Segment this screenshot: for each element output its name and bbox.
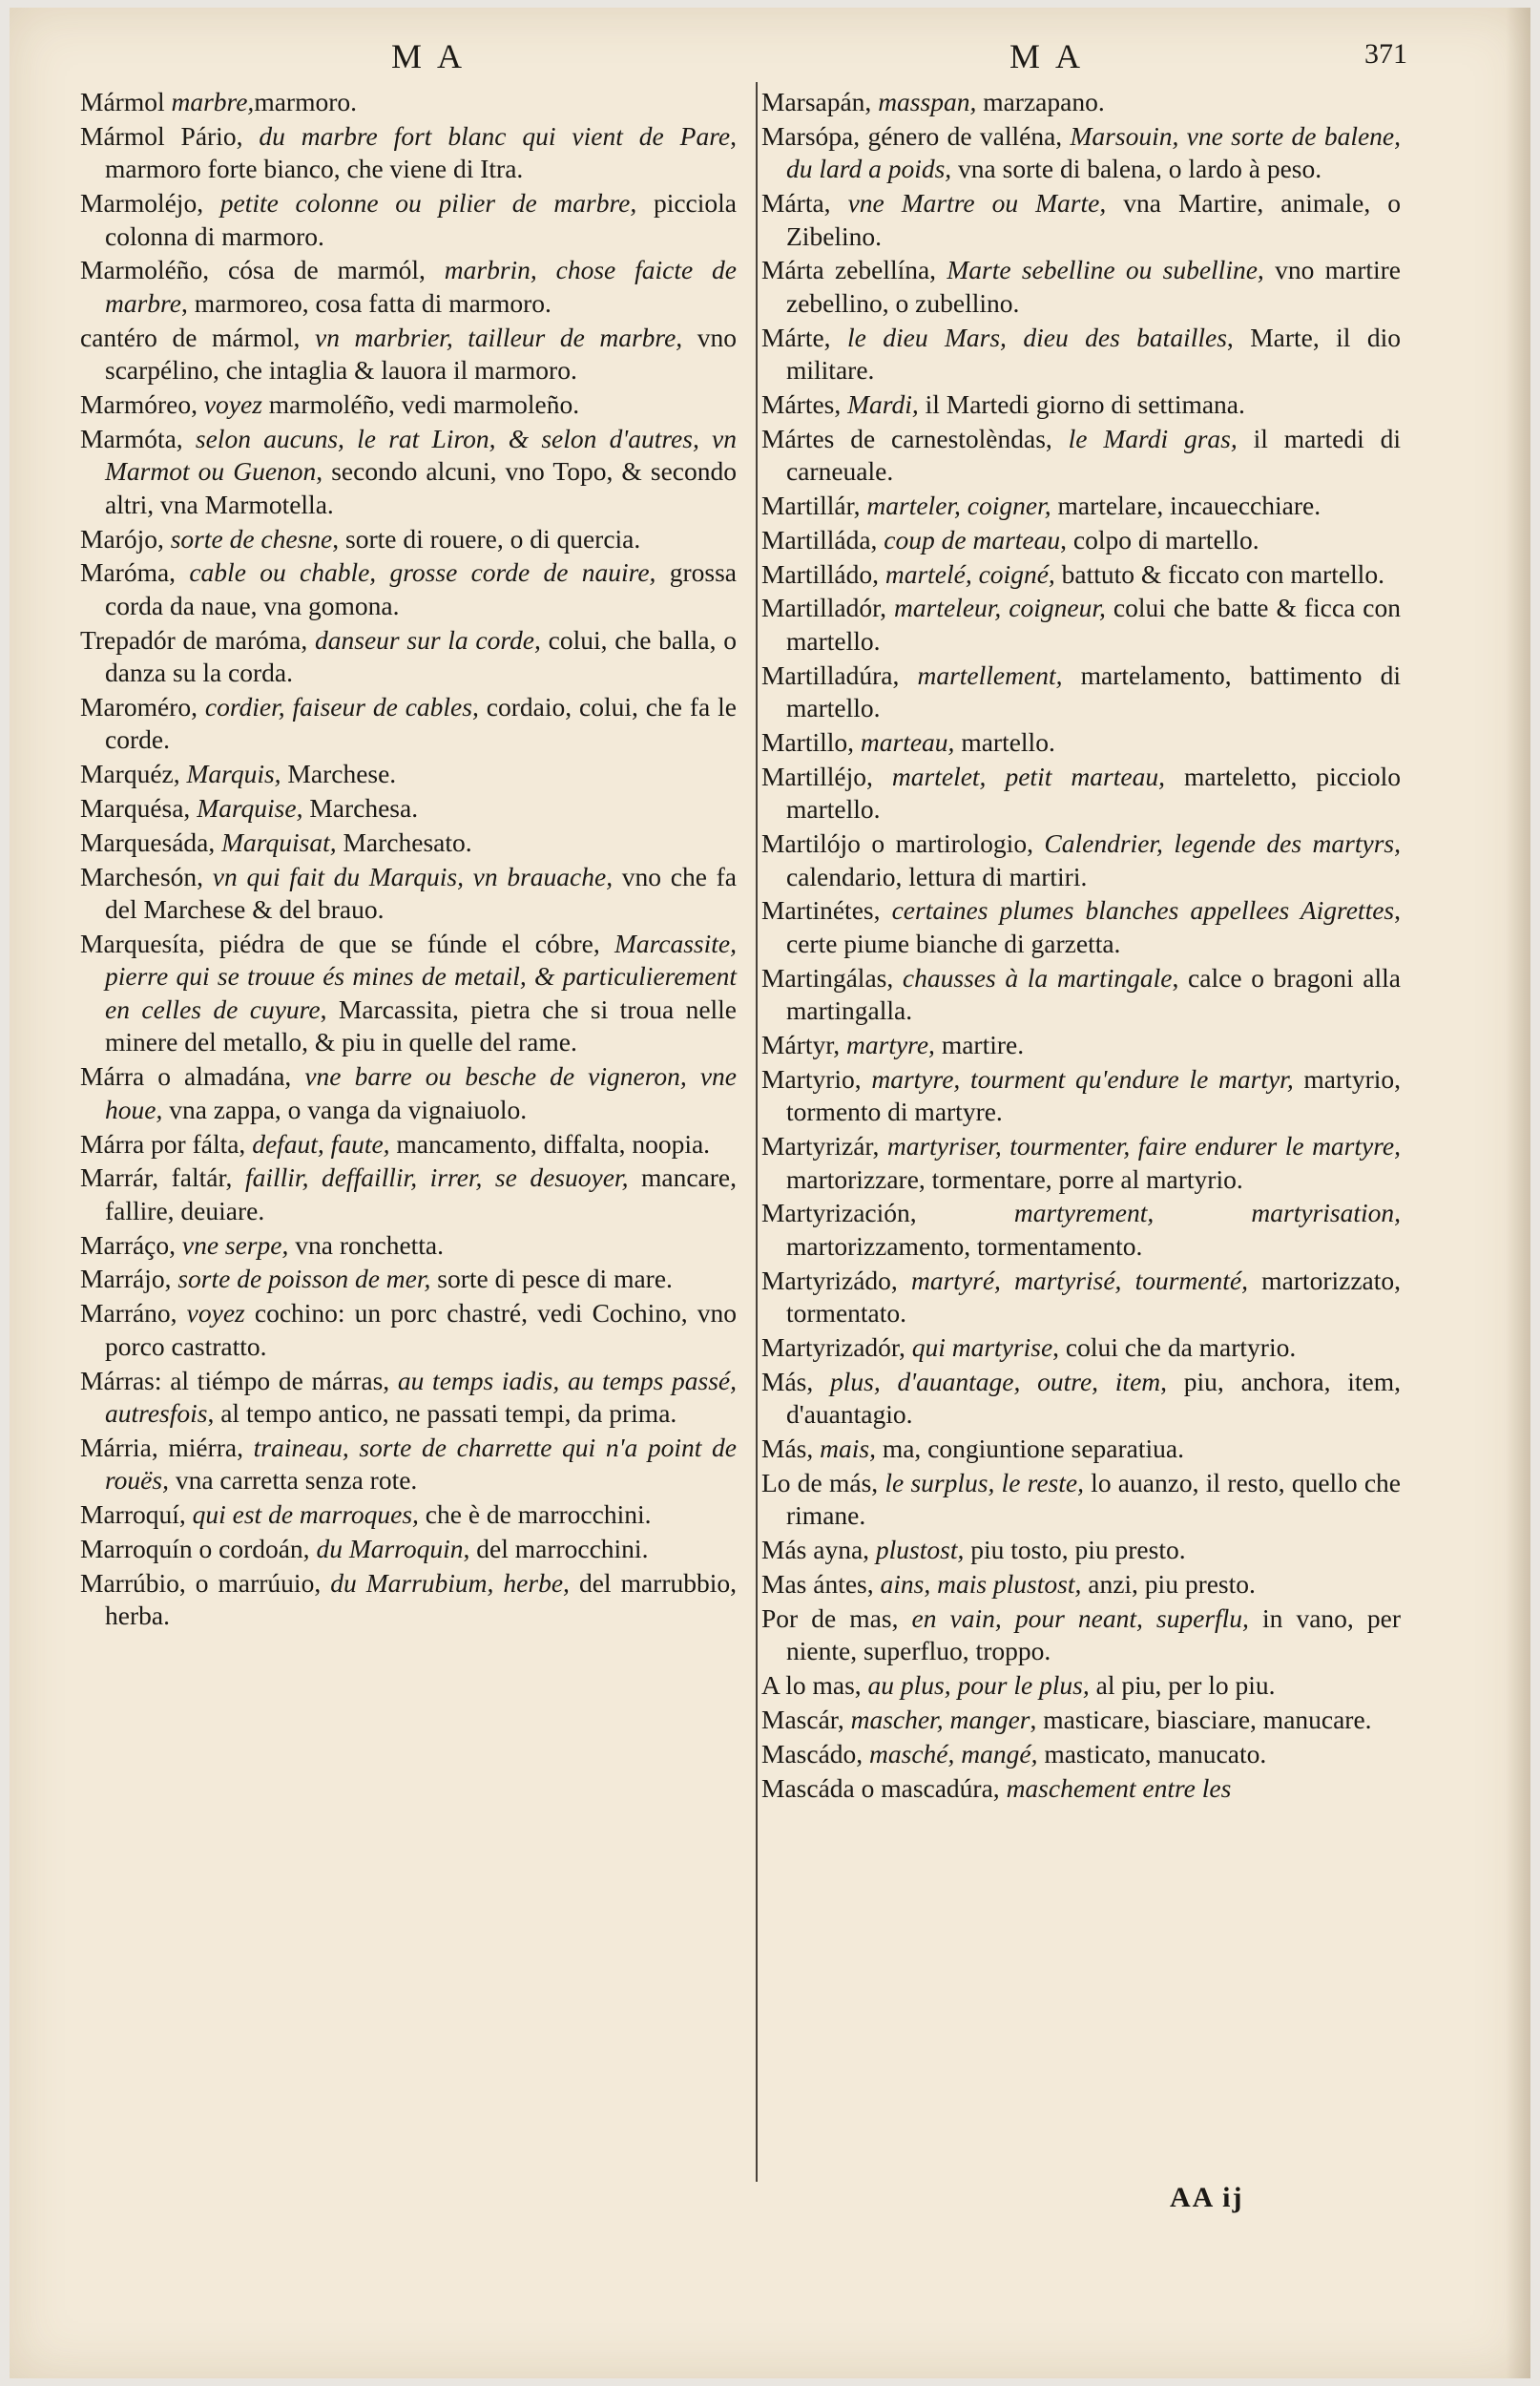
- dictionary-entry: [761, 524, 1401, 557]
- entry-italian-gloss: picciola colonna di marmoro.: [105, 188, 737, 251]
- entry-headword: cantéro de mármol,: [80, 322, 316, 352]
- dictionary-entry: [761, 726, 1401, 760]
- entry-italian-gloss: martelamento, battimento di martello.: [786, 659, 1401, 723]
- entry-french-gloss: selon aucuns, le rat Liron, & selon d'autres, vn Marmot ou Guenon: [105, 423, 737, 487]
- entry-headword: Márras: al tiémpo de márras,: [80, 1365, 398, 1395]
- entry-headword: A lo mas,: [761, 1670, 868, 1701]
- entry-headword: Marmoléño, cósa de marmól,: [80, 255, 445, 285]
- dictionary-entry: [761, 1738, 1401, 1771]
- dictionary-entry: [761, 86, 1401, 119]
- entry-italian-gloss: che è de marrocchini.: [418, 1499, 652, 1530]
- entry-italian-gloss: martello.: [954, 727, 1055, 758]
- entry-italian-gloss: ma, congiuntione separatiua.: [875, 1434, 1184, 1464]
- entry-italian-gloss: martelare, incauecchiare.: [1051, 491, 1321, 521]
- entry-italian-gloss: marteletto, picciolo martello.: [786, 761, 1401, 825]
- page-number: 371: [1364, 38, 1407, 70]
- entry-italian-gloss: grossa corda da naue, vna gomona.: [105, 557, 737, 620]
- entry-french-gloss: voyez: [186, 1298, 245, 1329]
- entry-italian-gloss: , colpo di martello.: [1060, 524, 1259, 555]
- dictionary-entry: [761, 894, 1401, 960]
- entry-french-gloss: qui est de marroques,: [192, 1499, 419, 1530]
- dictionary-entry: [761, 1029, 1401, 1062]
- entry-italian-gloss: lo auanzo, il resto, quello che rimane.: [786, 1467, 1401, 1531]
- entry-italian-gloss: , al tempo antico, ne passati tempi, da prima.: [207, 1398, 677, 1429]
- entry-french-gloss: martyre, tourment qu'endure le martyr,: [871, 1063, 1294, 1094]
- dictionary-entry: [80, 1432, 737, 1497]
- entry-french-gloss: certaines plumes blanches appellees Aigrettes: [891, 895, 1395, 926]
- entry-french-gloss: vne serpe,: [181, 1229, 289, 1260]
- entry-french-gloss: cable ou chable, grosse corde de nauire,: [189, 557, 656, 588]
- entry-french-gloss: marbre,: [171, 87, 255, 116]
- dictionary-entry: [80, 187, 737, 253]
- entry-headword: Martilládo,: [761, 558, 885, 589]
- dictionary-entry: [761, 490, 1401, 523]
- entry-french-gloss: du Marroquin: [316, 1533, 464, 1563]
- dictionary-entry: [761, 1669, 1401, 1703]
- entry-french-gloss: chausses à la martingale: [902, 962, 1173, 993]
- entry-french-gloss: maschement entre les: [1006, 1772, 1232, 1803]
- dictionary-entry: [761, 322, 1401, 387]
- entry-italian-gloss: vna ronchetta.: [288, 1229, 445, 1260]
- entry-french-gloss: le surplus, le reste,: [884, 1467, 1084, 1497]
- entry-headword: Marquésa,: [80, 793, 198, 824]
- entry-headword: Marsópa, género de valléna,: [761, 120, 1071, 151]
- entry-french-gloss: vn qui fait du Marquis, vn brauache,: [212, 861, 614, 891]
- entry-french-gloss: Marquis,: [186, 759, 281, 789]
- entry-italian-gloss: , certe piume bianche di garzetta.: [786, 895, 1401, 958]
- dictionary-entry: [80, 1498, 737, 1532]
- entry-french-gloss: vne barre ou besche de vigneron, vne houe,: [105, 1061, 737, 1124]
- dictionary-entry: [80, 758, 737, 791]
- entry-italian-gloss: , marmoreo, cosa fatta di marmoro.: [180, 287, 551, 318]
- entry-french-gloss: voyez: [203, 388, 262, 419]
- entry-headword: Maróma,: [80, 557, 190, 588]
- entry-french-gloss: martyrement, martyrisation,: [1013, 1198, 1401, 1228]
- entry-french-gloss: vn marbrier, tailleur de marbre,: [315, 322, 683, 352]
- entry-french-gloss: sorte de poisson de mer,: [177, 1264, 431, 1294]
- entry-italian-gloss: colui che batte & ficca con martello.: [786, 593, 1401, 656]
- entry-headword: Marójo,: [80, 523, 171, 554]
- entry-french-gloss: martelet, petit marteau,: [891, 761, 1165, 791]
- dictionary-entry: [80, 1229, 737, 1263]
- entry-french-gloss: mascher, manger: [850, 1704, 1030, 1734]
- dictionary-entry: [761, 1130, 1401, 1196]
- entry-italian-gloss: marmoléño, vedi marmoleño.: [261, 388, 580, 419]
- entry-italian-gloss: , calce o bragoni alla martingalla.: [786, 962, 1401, 1026]
- entry-french-gloss: Calendrier, legende des martyrs,: [1044, 828, 1401, 859]
- dictionary-entry: [80, 1567, 737, 1633]
- entry-french-gloss: marteau,: [860, 727, 955, 758]
- entry-french-gloss: qui martyrise: [911, 1332, 1053, 1363]
- entry-headword: Marquesáda,: [80, 827, 222, 857]
- entry-headword: Marquéz,: [80, 759, 187, 789]
- dictionary-entry: [761, 659, 1401, 725]
- entry-headword: Martilójo o martirologio,: [761, 828, 1045, 859]
- entry-headword: Martyrizadór,: [761, 1332, 912, 1363]
- entry-headword: Martinétes,: [761, 895, 892, 926]
- entry-headword: Mascár,: [761, 1704, 851, 1734]
- entry-headword: Márra por fálta,: [80, 1128, 253, 1159]
- entry-french-gloss: du marbre fort blanc qui vient de Pare: [259, 120, 731, 151]
- dictionary-entry: [761, 1602, 1401, 1668]
- entry-french-gloss: cordier, faiseur de cables,: [204, 691, 479, 722]
- entry-italian-gloss: martorizzamento, tormentamento.: [786, 1230, 1143, 1261]
- entry-headword: Marráno,: [80, 1298, 187, 1329]
- entry-french-gloss: petite colonne ou pilier de marbre,: [219, 188, 637, 219]
- entry-french-gloss: Marquise,: [197, 793, 303, 824]
- dictionary-entry: [80, 1263, 737, 1296]
- entry-headword: Martilladúra,: [761, 659, 918, 690]
- entry-italian-gloss: calendario, lettura di martiri.: [786, 861, 1088, 891]
- entry-italian-gloss: , piu, anchora, item, d'auantagio.: [786, 1366, 1401, 1430]
- entry-headword: Martyrio,: [761, 1063, 872, 1094]
- entry-italian-gloss: Marchese.: [281, 759, 397, 789]
- entry-headword: Marquesíta, piédra de que se fúnde el cóbre,: [80, 928, 614, 958]
- entry-headword: Marsapán,: [761, 87, 879, 116]
- entry-headword: Mas ántes,: [761, 1569, 881, 1600]
- entry-french-gloss: plustost,: [875, 1535, 965, 1565]
- entry-headword: Por de mas,: [761, 1602, 912, 1633]
- entry-headword: Marmóta,: [80, 423, 196, 453]
- entry-italian-gloss: , masticare, biasciare, manucare.: [1030, 1704, 1372, 1734]
- dictionary-entry: [80, 1162, 737, 1227]
- dictionary-entry: [80, 861, 737, 927]
- entry-headword: Márra o almadána,: [80, 1061, 305, 1092]
- entry-headword: Más,: [761, 1366, 831, 1396]
- dictionary-entry: [80, 556, 737, 622]
- entry-headword: Marroquí,: [80, 1499, 193, 1530]
- entry-italian-gloss: vna Martire, animale, o Zibelino.: [786, 188, 1401, 251]
- entry-italian-gloss: martorizzato, tormentato.: [786, 1265, 1402, 1329]
- entry-french-gloss: marteler, coigner,: [866, 491, 1051, 521]
- entry-french-gloss: defaut, faute,: [252, 1128, 390, 1159]
- entry-headword: Martillár,: [761, 491, 867, 521]
- entry-headword: Marráço,: [80, 1229, 182, 1260]
- page-edge-shadow: [1506, 8, 1530, 2378]
- entry-italian-gloss: mancare, fallire, deuiare.: [105, 1162, 737, 1225]
- entry-french-gloss: masspan,: [878, 87, 977, 116]
- entry-italian-gloss: vno che fa del Marchese & del brauo.: [105, 861, 737, 925]
- entry-italian-gloss: Marchesato.: [336, 827, 472, 857]
- entry-italian-gloss: , Marcassita, pietra che si troua nelle minere del metallo, & piu in quelle del rame.: [105, 994, 738, 1057]
- entry-headword: Martyrizádo,: [761, 1265, 911, 1295]
- dictionary-entry: [761, 254, 1401, 320]
- entry-french-gloss: Marsouin, vne sorte de balene, du lard a poids,: [786, 120, 1401, 184]
- dictionary-entry: [80, 388, 737, 422]
- entry-headword: Mártes de carnestolèndas,: [761, 423, 1069, 453]
- dictionary-entry: [761, 827, 1401, 893]
- entry-headword: Marmóreo,: [80, 388, 204, 419]
- dictionary-entry: [80, 1533, 737, 1566]
- dictionary-entry: [761, 592, 1401, 658]
- entry-headword: Martillo,: [761, 727, 861, 758]
- entry-italian-gloss: vno martire zebellino, o zubellino.: [786, 255, 1402, 318]
- dictionary-entry: [761, 1772, 1401, 1806]
- dictionary-entry: [80, 928, 737, 1059]
- entry-headword: Martyrizár,: [761, 1131, 887, 1162]
- left-column: [80, 86, 737, 1634]
- entry-headword: Mártyr,: [761, 1030, 847, 1060]
- entry-french-gloss: plus, d'auantage, outre, item: [830, 1366, 1161, 1396]
- dictionary-entry: [761, 1366, 1401, 1432]
- entry-french-gloss: martyre,: [846, 1030, 935, 1060]
- entry-headword: Mármol Pário,: [80, 120, 260, 151]
- dictionary-entry: [761, 1063, 1401, 1129]
- dictionary-entry: [761, 187, 1401, 253]
- entry-italian-gloss: il martedi di carneuale.: [786, 423, 1401, 487]
- entry-italian-gloss: battuto & ficcato con martello.: [1054, 558, 1384, 589]
- entry-french-gloss: Mardi,: [847, 388, 919, 419]
- entry-headword: Martilláda,: [761, 524, 884, 555]
- entry-italian-gloss: , sorte di rouere, o di quercia.: [332, 523, 641, 554]
- dictionary-entry: [761, 1704, 1401, 1737]
- dictionary-entry: [80, 1128, 737, 1162]
- entry-french-gloss: faillir, deffaillir, irrer, se desuoyer,: [244, 1162, 629, 1193]
- dictionary-entry: [80, 322, 737, 387]
- entry-french-gloss: au temps iadis, au temps passé, autresfois: [105, 1365, 737, 1429]
- signature-mark: AA ij: [1170, 2182, 1244, 2213]
- dictionary-entry: [761, 1467, 1401, 1533]
- dictionary-entry: [761, 1568, 1401, 1601]
- entry-italian-gloss: masticato, manucato.: [1037, 1738, 1267, 1769]
- dictionary-entry: [761, 761, 1401, 827]
- entry-french-gloss: traineau, sorte de charrette qui n'a point de rouës,: [105, 1432, 738, 1496]
- entry-italian-gloss: marmoro.: [254, 87, 357, 116]
- dictionary-entry: [80, 1060, 737, 1126]
- entry-italian-gloss: cordaio, colui, che fa le corde.: [105, 691, 737, 755]
- entry-headword: Marrár, faltár,: [80, 1162, 245, 1193]
- dictionary-entry: [761, 962, 1401, 1028]
- dictionary-entry: [761, 120, 1401, 186]
- entry-french-gloss: Marquisat,: [221, 827, 337, 857]
- dictionary-page: [10, 8, 1530, 2378]
- entry-italian-gloss: , Marte, il dio militare.: [786, 322, 1401, 386]
- entry-italian-gloss: martyrio, tormento di martyre.: [786, 1063, 1401, 1127]
- entry-french-gloss: en vain, pour neant, superflu,: [911, 1602, 1249, 1633]
- entry-headword: Mártes,: [761, 388, 848, 419]
- entry-italian-gloss: martorizzare, tormentare, porre al martyrio.: [786, 1163, 1243, 1194]
- entry-headword: Martilléjo,: [761, 761, 892, 791]
- entry-french-gloss: au plus, pour le plus,: [867, 1670, 1090, 1701]
- entry-italian-gloss: vna zappa, o vanga da vignaiuolo.: [162, 1094, 528, 1124]
- entry-headword: Márria, miérra,: [80, 1432, 254, 1462]
- entry-headword: Martilladór,: [761, 593, 895, 623]
- entry-italian-gloss: , del marrocchini.: [463, 1533, 649, 1563]
- entry-italian-gloss: martire.: [934, 1030, 1025, 1060]
- entry-italian-gloss: vna carretta senza rote.: [168, 1465, 418, 1496]
- entry-headword: Marmoléjo,: [80, 188, 220, 219]
- entry-french-gloss: le dieu Mars, dieu des batailles: [846, 322, 1227, 352]
- entry-headword: Lo de más,: [761, 1467, 885, 1497]
- dictionary-entry: [80, 120, 737, 186]
- entry-french-gloss: masché, mangé,: [869, 1738, 1038, 1769]
- page-header: [10, 36, 1530, 78]
- entry-headword: Más,: [761, 1434, 821, 1464]
- entry-headword: Marrájo,: [80, 1264, 178, 1294]
- entry-headword: Márta,: [761, 188, 848, 219]
- entry-italian-gloss: Marchesa.: [302, 793, 419, 824]
- right-column: [761, 86, 1401, 1806]
- entry-headword: Mascádo,: [761, 1738, 870, 1769]
- column-divider: [756, 82, 758, 2182]
- entry-italian-gloss: in vano, per niente, superfluo, troppo.: [786, 1602, 1401, 1666]
- entry-italian-gloss: anzi, piu presto.: [1081, 1569, 1256, 1600]
- entry-headword: Márta zebellína,: [761, 255, 947, 285]
- entry-italian-gloss: , secondo alcuni, vno Topo, & secondo altri, vna Marmotella.: [105, 456, 737, 519]
- entry-italian-gloss: , colui che da martyrio.: [1052, 1332, 1297, 1363]
- dictionary-entry: [80, 827, 737, 860]
- right-running-head: MA: [1009, 37, 1096, 75]
- entry-headword: Trepadór de maróma,: [80, 624, 315, 655]
- dictionary-entry: [761, 388, 1401, 422]
- entry-headword: Marrúbio, o marrúuio,: [80, 1567, 331, 1598]
- entry-italian-gloss: vno scarpélino, che intaglia & lauora il marmoro.: [105, 322, 737, 386]
- entry-french-gloss: martyré, martyrisé, tourmenté,: [910, 1265, 1248, 1295]
- entry-french-gloss: coup de marteau: [884, 524, 1061, 555]
- entry-headword: Martyrización,: [761, 1198, 1014, 1228]
- dictionary-entry: [761, 1534, 1401, 1567]
- dictionary-entry: [761, 558, 1401, 592]
- entry-italian-gloss: sorte di pesce di mare.: [430, 1264, 673, 1294]
- entry-headword: Más ayna,: [761, 1535, 876, 1565]
- entry-french-gloss: martyriser, tourmenter, faire endurer le martyre,: [886, 1131, 1401, 1162]
- entry-french-gloss: vne Martre ou Marte,: [847, 188, 1107, 219]
- entry-italian-gloss: cochino: un porc chastré, vedi Cochino, vno porco castratto.: [105, 1298, 737, 1361]
- dictionary-entry: [761, 1265, 1401, 1330]
- entry-french-gloss: martelé, coigné,: [884, 558, 1055, 589]
- dictionary-entry: [80, 691, 737, 757]
- entry-french-gloss: mais,: [820, 1434, 876, 1464]
- entry-french-gloss: le Mardi gras,: [1068, 423, 1238, 453]
- entry-italian-gloss: del marrubbio, herba.: [105, 1567, 737, 1631]
- entry-italian-gloss: il Martedi giorno di settimana.: [918, 388, 1245, 419]
- entry-italian-gloss: colui, che balla, o danza su la corda.: [105, 624, 737, 688]
- entry-french-gloss: du Marrubium, herbe,: [330, 1567, 570, 1598]
- dictionary-entry: [761, 1331, 1401, 1365]
- entry-french-gloss: marbrin, chose faicte de marbre: [105, 255, 737, 318]
- entry-french-gloss: danseur sur la corde,: [315, 624, 541, 655]
- entry-italian-gloss: mancamento, diffalta, noopia.: [389, 1128, 711, 1159]
- dictionary-entry: [761, 423, 1401, 489]
- dictionary-entry: [80, 792, 737, 826]
- entry-italian-gloss: piu tosto, piu presto.: [964, 1535, 1186, 1565]
- entry-headword: Maroméro,: [80, 691, 205, 722]
- left-running-head: MA: [391, 37, 478, 75]
- dictionary-entry: [761, 1433, 1401, 1466]
- dictionary-entry: [80, 624, 737, 690]
- entry-french-gloss: Marte sebelline ou subelline,: [947, 255, 1264, 285]
- entry-italian-gloss: vna sorte di balena, o lardo à peso.: [951, 154, 1322, 184]
- dictionary-entry: [80, 1297, 737, 1363]
- entry-italian-gloss: al piu, per lo piu.: [1089, 1670, 1276, 1701]
- entry-headword: Mascáda o mascadúra,: [761, 1772, 1007, 1803]
- entry-french-gloss: sorte de chesne: [170, 523, 333, 554]
- dictionary-entry: [80, 254, 737, 320]
- entry-headword: Martingálas,: [761, 962, 903, 993]
- entry-headword: Marroquín o cordoán,: [80, 1533, 317, 1563]
- dictionary-entry: [80, 523, 737, 556]
- entry-headword: Mármol: [80, 87, 172, 116]
- entry-french-gloss: ains, mais plustost,: [880, 1569, 1082, 1600]
- dictionary-entry: [761, 1197, 1401, 1263]
- entry-french-gloss: martellement,: [917, 659, 1063, 690]
- dictionary-entry: [80, 423, 737, 522]
- entry-french-gloss: Marcassite, pierre qui se trouue és mines de metail, & particulierement en celles de cuyure: [105, 928, 737, 1024]
- entry-french-gloss: marteleur, coigneur,: [894, 593, 1106, 623]
- entry-italian-gloss: marzapano.: [976, 87, 1105, 116]
- dictionary-entry: [80, 1365, 737, 1431]
- entry-headword: Marchesón,: [80, 861, 213, 891]
- entry-italian-gloss: , marmoro forte bianco, che viene di Itra.: [105, 120, 737, 184]
- dictionary-entry: [80, 86, 737, 119]
- entry-headword: Márte,: [761, 322, 847, 352]
